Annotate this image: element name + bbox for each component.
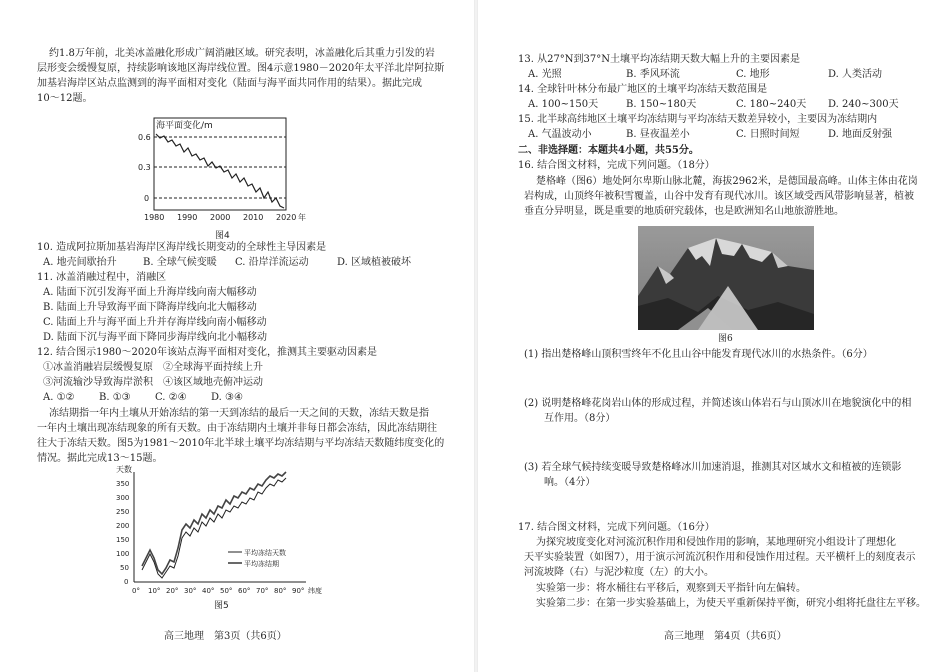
legend-label: 平均冻结天数 <box>244 549 286 557</box>
question-13-stem: 13. 从27°N到37°N土壤平均冻结期天数大幅上升的主要因素是 <box>518 54 801 65</box>
option: B. 陆面上升导致海平面下降海岸线向北大幅移动 <box>43 302 257 313</box>
section-2-title: 二、非选择题：本题共4小题，共55分。 <box>518 145 699 156</box>
question-10-options <box>43 255 411 270</box>
option: D. 240~300天 <box>828 99 899 110</box>
question-12-items <box>43 360 263 375</box>
q16-sub3: 响。（4分） <box>544 477 596 488</box>
fig4-xunit: 年 <box>298 213 306 222</box>
fig5-ytick: 150 <box>116 536 130 544</box>
fig4-ytick: 0.3 <box>138 163 151 172</box>
fig5-ytick: 50 <box>120 564 129 572</box>
option: D. 人类活动 <box>828 69 883 80</box>
fig5-xtick: 70° <box>256 587 269 595</box>
intro2-line: 一年内土壤出现冻结现象的所有天数。由于冻结期内土壤并非每日都会冻结，因此冻结期往 <box>37 423 437 434</box>
fig5-xtick: 30° <box>184 587 197 595</box>
option: D. 区域植被破坏 <box>337 257 412 268</box>
question-15-stem: 15. 北半球高纬地区土壤平均冻结期与平均冻结天数差异较小，主要因为冻结期内 <box>518 114 878 125</box>
question-14-options <box>528 97 899 112</box>
q16-material: 垂直分异明显，既是重要的地质研究载体，也是欧洲知名山地旅游胜地。 <box>524 206 844 217</box>
q16-sub2: (2) 说明楚格峰花岗岩山体的形成过程，并简述该山体岩石与山顶冰川在地貌演化中的相 <box>524 398 912 409</box>
option: A. 陆面下沉引发海平面上升海岸线向南大幅移动 <box>43 287 257 298</box>
fig5-ytick: 300 <box>116 494 130 502</box>
fig5-ytick: 200 <box>116 522 130 530</box>
fig4-xtick: 1990 <box>177 213 198 222</box>
fig4-xtick: 2020 <box>276 213 297 222</box>
fig5-xtick: 0° <box>132 587 140 595</box>
question-17-stem: 17. 结合图文材料，完成下列问题。（16分） <box>518 522 715 533</box>
fig5-xtick: 50° <box>220 587 233 595</box>
q17-material: 为探究坡度变化对河流沉积作用和侵蚀作用的影响，某地理研究小组设计了理想化 <box>536 537 896 548</box>
fig5-xtick: 10° <box>148 587 161 595</box>
question-12-items <box>43 375 263 390</box>
fig4-xtick: 2000 <box>210 213 231 222</box>
fig4-ytick: 0.6 <box>138 133 151 142</box>
option: B. 150~180天 <box>626 99 697 110</box>
figure-6-mountain-photo <box>638 226 814 330</box>
q16-material: 楚格峰（图6）地处阿尔卑斯山脉北麓，海拔2962米，是德国最高峰。山体主体由花岗 <box>536 176 918 187</box>
option: D. 陆面下沉与海平面下降同步海岸线向北小幅移动 <box>43 332 268 343</box>
intro-line: 约1.8万年前，北美冰盖融化形成广阔消融区域。研究表明，冰盖融化后其重力引发的岩 <box>49 48 435 59</box>
option: C. 地形 <box>736 69 770 80</box>
q16-sub3: (3) 若全球气候持续变暖导致楚格峰冰川加速消退，推测其对区域水文和植被的连锁影 <box>524 462 902 473</box>
page-4 <box>478 0 950 672</box>
question-14-stem: 14. 全球针叶林分布最广地区的土壤平均冻结天数范围是 <box>518 84 768 95</box>
option: C. 沿岸洋流运动 <box>235 257 309 268</box>
fig4-ylabel: 海平面变化/m <box>156 121 213 131</box>
option: B. 全球气候变暖 <box>143 257 217 268</box>
fig5-xtick: 20° <box>166 587 179 595</box>
item: ②全球海平面持续上升 <box>163 362 263 373</box>
fig5-xtick: 40° <box>202 587 215 595</box>
option: B. 昼夜温差小 <box>626 129 690 140</box>
intro2-line: 情况。据此完成13～15题。 <box>37 453 163 464</box>
option: A. 地壳间歇抬升 <box>43 257 117 268</box>
figure-6-caption: 图6 <box>718 334 733 344</box>
question-15-options <box>528 127 892 142</box>
fig5-ytick: 0 <box>124 578 129 586</box>
option: C. 180~240天 <box>736 99 807 110</box>
item: ④该区域地壳俯冲运动 <box>163 377 263 388</box>
intro-line: 10～12题。 <box>37 93 93 104</box>
fig5-xunit: 纬度 <box>308 587 322 595</box>
intro-line: 层形变会缓慢复原，持续影响该地区海岸线位置。图4示意1980－2020年太平洋北岸阿拉斯 <box>37 63 445 74</box>
option: A. 光照 <box>528 69 562 80</box>
fig5-ytick: 350 <box>116 480 130 488</box>
page-footer: 高三地理 第4页（共6页） <box>664 631 787 642</box>
item: ①冰盖消融岩层缓慢复原 <box>43 362 153 373</box>
option: A. ①② <box>43 392 75 403</box>
intro2-line: 冻结期指一年内土壤从开始冻结的第一天到冻结的最后一天之间的天数，冻结天数是指 <box>49 408 429 419</box>
fig5-period-curve <box>142 472 286 574</box>
option: D. ③④ <box>211 392 243 403</box>
fig5-ytick: 100 <box>116 550 130 558</box>
option: C. 陆面上升与海平面上升并存海岸线向南小幅移动 <box>43 317 267 328</box>
q17-material: 天平实验装置（如图7），用于演示河流沉积作用和侵蚀作用过程。天平横杆上的刻度表示 <box>524 552 916 563</box>
q16-sub1: (1) 指出楚格峰山顶积雪终年不化且山谷中能发育现代冰川的水热条件。（6分） <box>524 349 873 360</box>
option: C. ②④ <box>155 392 187 403</box>
fig5-caption: 图5 <box>214 601 229 611</box>
intro2-line: 往大于冻结天数。图5为1981～2010年北半球土壤平均冻结期与平均冻结天数随纬度变化的 <box>37 438 445 449</box>
q16-material: 岩构成，山顶终年被积雪覆盖，山谷中发育有现代冰川。该区域受西风带影响显著，植被 <box>524 191 914 202</box>
option: A. 100~150天 <box>528 99 599 110</box>
q17-material: 河流坡降（右）与泥沙粒度（左）的大小。 <box>524 567 714 578</box>
fig4-frame <box>154 118 286 210</box>
fig5-ytick: 250 <box>116 508 130 516</box>
intro-line: 加基岩海岸区站点监测到的海平面相对变化（陆面与海平面共同作用的结果）。据此完成 <box>37 78 422 89</box>
item: ③河流输沙导致海岸淤积 <box>43 377 153 388</box>
fig4-sea-level-curve <box>156 134 284 208</box>
fig4-ytick: 0 <box>144 194 150 203</box>
page-footer: 高三地理 第3页（共6页） <box>164 631 287 642</box>
q17-material: 实验第二步：在第一步实验基础上，为使天平重新保持平衡，研究小组将托盘往左平移。 <box>536 598 926 609</box>
figure-5-chart <box>110 462 350 612</box>
option: B. 季风环流 <box>626 69 680 80</box>
question-11-stem: 11. 冰盖消融过程中，消融区 <box>37 272 167 283</box>
question-16-stem: 16. 结合图文材料，完成下列问题。（18分） <box>518 160 715 171</box>
fig5-xtick: 80° <box>274 587 287 595</box>
question-12-options <box>43 390 243 405</box>
option: D. 地面反射强 <box>828 129 893 140</box>
fig5-xtick: 60° <box>238 587 251 595</box>
question-13-options <box>528 67 882 82</box>
question-10-stem: 10. 造成阿拉斯加基岩海岸区海岸线长期变动的全球性主导因素是 <box>37 242 327 253</box>
fig4-xtick: 2010 <box>243 213 264 222</box>
fig4-caption: 图4 <box>215 231 230 241</box>
option: C. 日照时间短 <box>736 129 800 140</box>
option: A. 气温波动小 <box>528 129 592 140</box>
q16-sub2: 互作用。（8分） <box>544 413 616 424</box>
legend-label: 平均冻结期 <box>244 560 279 568</box>
fig4-xtick: 1980 <box>144 213 165 222</box>
figure-4-chart <box>130 112 320 242</box>
question-12-stem: 12. 结合图示1980～2020年该站点海平面相对变化，推测其主要驱动因素是 <box>37 347 377 358</box>
option: B. ①③ <box>99 392 131 403</box>
fig5-xtick: 90° <box>292 587 305 595</box>
fig5-ylabel: 天数 <box>116 465 132 474</box>
q17-material: 实验第一步：将水桶往右平移后，观察到天平指针向左偏转。 <box>536 583 806 594</box>
